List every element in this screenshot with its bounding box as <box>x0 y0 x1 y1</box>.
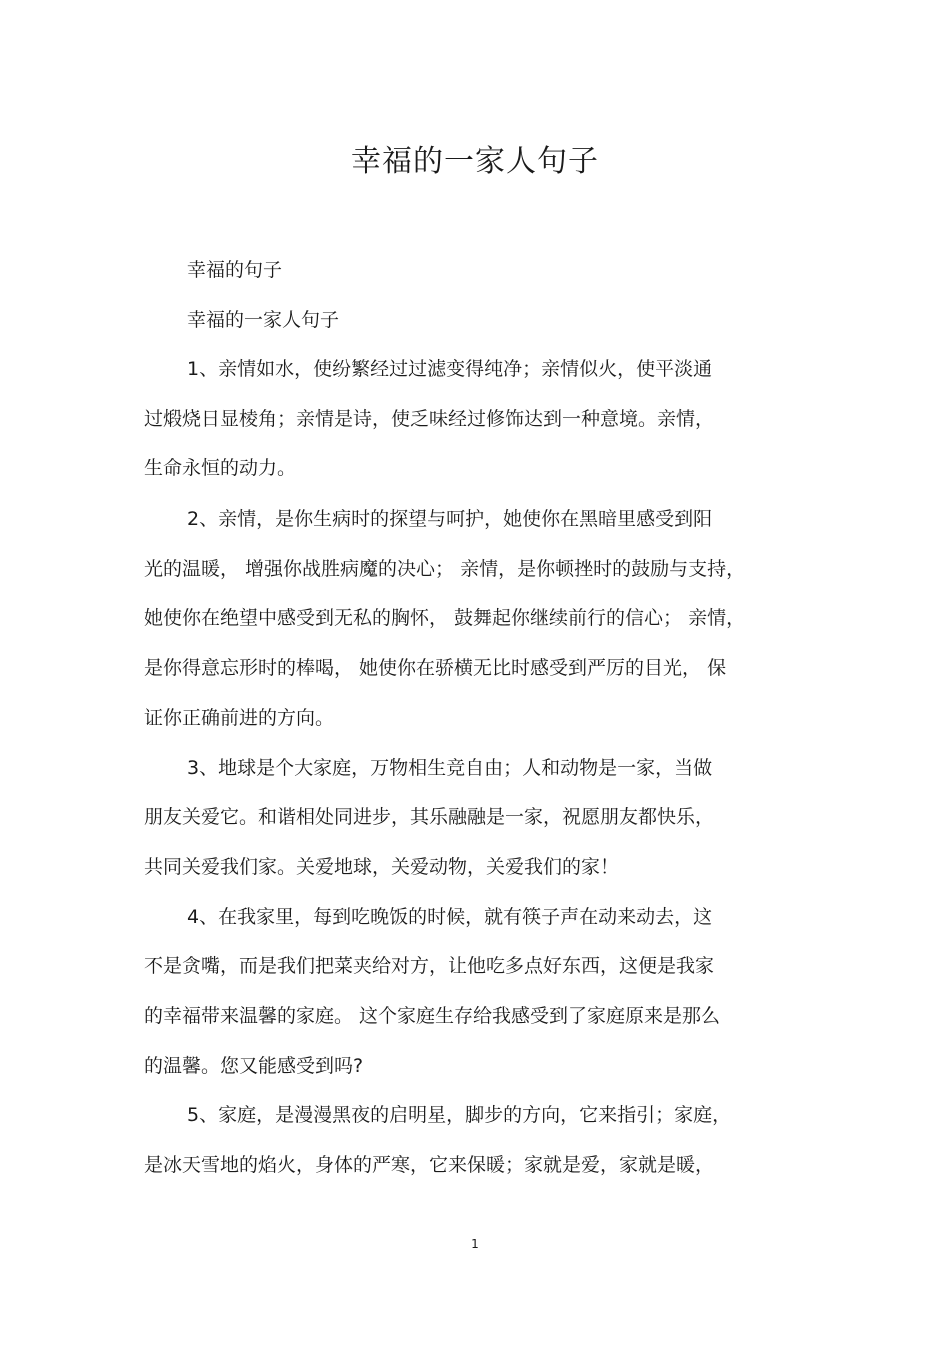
paragraph-2-line-5: 证你正确前进的方向。 <box>144 707 335 729</box>
paragraph-2-line-2: 光的温暖， 增强你战胜病魔的决心； 亲情，是你顿挫时的鼓励与支持， <box>144 558 746 580</box>
paragraph-2-line-4: 是你得意忘形时的棒喝， 她使你在骄横无比时感受到严厉的目光， 保 <box>144 657 727 679</box>
paragraph-5-line-1: 5、家庭，是漫漫黑夜的启明星，脚步的方向，它来指引；家庭， <box>187 1104 732 1126</box>
paragraph-3-line-3: 共同关爱我们家。关爱地球，关爱动物，关爱我们的家！ <box>144 856 620 878</box>
paragraph-4-line-1: 4、在我家里，每到吃晚饭的时候，就有筷子声在动来动去，这 <box>187 906 713 928</box>
subtitle-happiness-sentences: 幸福的句子 <box>187 259 283 281</box>
paragraph-3-line-2: 朋友关爱它。和谐相处同进步，其乐融融是一家，祝愿朋友都快乐， <box>144 806 715 828</box>
paragraph-1-line-3: 生命永恒的动力。 <box>144 457 297 479</box>
paragraph-1-line-1: 1、亲情如水，使纷繁经过过滤变得纯净；亲情似火，使平淡通 <box>187 358 713 380</box>
paragraph-2-line-3: 她使你在绝望中感受到无私的胸怀， 鼓舞起你继续前行的信心； 亲情， <box>144 607 746 629</box>
paragraph-4-line-2: 不是贪嘴，而是我们把菜夹给对方，让他吃多点好东西，这便是我家 <box>144 955 715 977</box>
paragraph-3-line-1: 3、地球是个大家庭，万物相生竞自由；人和动物是一家，当做 <box>187 757 713 779</box>
paragraph-1-line-2: 过煅烧日显棱角；亲情是诗，使乏味经过修饰达到一种意境。亲情， <box>144 408 715 430</box>
paragraph-2-line-1: 2、亲情，是你生病时的探望与呵护，她使你在黑暗里感受到阳 <box>187 508 713 530</box>
subtitle-happy-family-sentences: 幸福的一家人句子 <box>187 309 340 331</box>
document-title: 幸福的一家人句子 <box>351 144 599 179</box>
page-number: 1 <box>471 1237 479 1251</box>
paragraph-4-line-3: 的幸福带来温馨的家庭。 这个家庭生存给我感受到了家庭原来是那么 <box>144 1005 721 1027</box>
paragraph-5-line-2: 是冰天雪地的焰火，身体的严寒，它来保暖；家就是爱，家就是暖， <box>144 1154 715 1176</box>
paragraph-4-line-4: 的温馨。您又能感受到吗? <box>144 1055 364 1077</box>
